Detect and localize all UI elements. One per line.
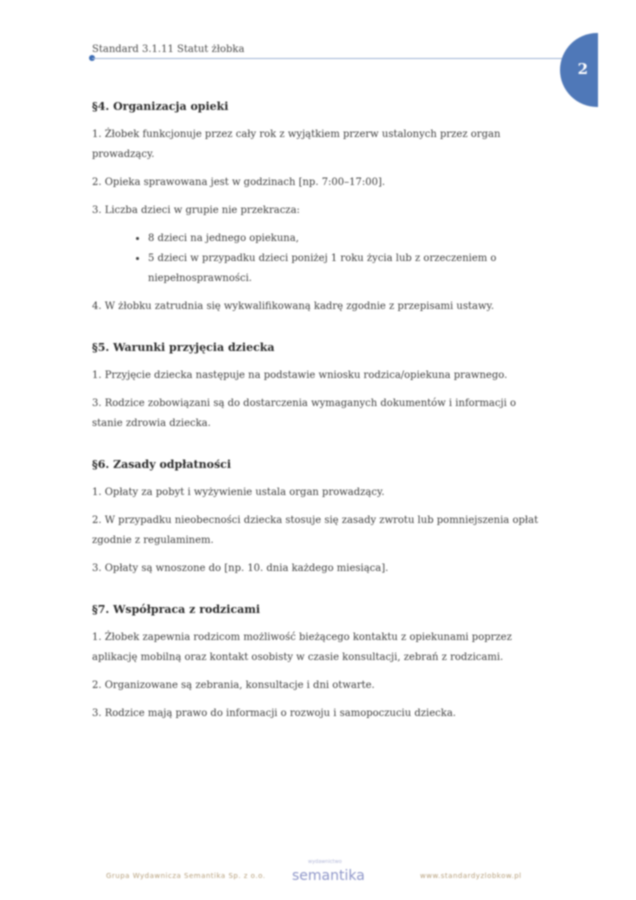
section-title: §5. Warunki przyjęcia dziecka	[92, 341, 275, 354]
page-number: 2	[577, 60, 588, 78]
running-header: Standard 3.1.11 Statut żłobka	[92, 44, 245, 55]
paragraph: 2. Organizowane są zebrania, konsultacje i dni otwarte.	[92, 680, 375, 691]
paragraph: 4. W żłobku zatrudnia się wykwalifikowaną kadrę zgodnie z przepisami ustawy.	[92, 301, 495, 312]
section-title: §6. Zasady odpłatności	[92, 458, 232, 471]
paragraph: 1. Żłobek funkcjonuje przez cały rok z wyjątkiem przerw ustalonych przez organ prowadzący.	[92, 129, 501, 160]
paragraph: 2. Opieka sprawowana jest w godzinach [np. 7:00–17:00].	[92, 177, 386, 188]
bullet-list	[92, 229, 544, 289]
section-title: §4. Organizacja opieki	[92, 100, 229, 113]
paragraph: 1. Opłaty za pobyt i wyżywienie ustala organ prowadzący.	[92, 487, 385, 498]
header-rule	[92, 58, 562, 59]
paragraph: 3. Liczba dzieci w grupie nie przekracza:	[92, 205, 300, 216]
page-footer	[0, 859, 636, 888]
bullet-item: • 5 dzieci w przypadku dzieci poniżej 1 roku życia lub z orzeczeniem o niepełnosprawności.	[148, 249, 544, 289]
footer-publisher: Grupa Wydawnicza Semantika Sp. z o.o.	[106, 872, 266, 880]
bullet-item: • 8 dzieci na jednego opiekuna,	[148, 229, 544, 249]
footer-website: www.standardyzlobkow.pl	[420, 872, 522, 880]
document-body	[92, 100, 544, 732]
paragraph: 1. Przyjęcie dziecka następuje na podstawie wniosku rodzica/opiekuna prawnego.	[92, 370, 508, 381]
semantika-logo: semantika	[292, 868, 365, 884]
footer-logo-caption: wydawnictwo	[308, 859, 342, 865]
paragraph: 3. Opłaty są wnoszone do [np. 10. dnia każdego miesiąca].	[92, 563, 389, 574]
section-title: §7. Współpraca z rodzicami	[92, 603, 261, 616]
paragraph: 1. Żłobek zapewnia rodzicom możliwość bieżącego kontaktu z opiekunami poprzez aplikację mobilną oraz kontakt osobisty w czasie konsultacji, zebrań z rodzicami.	[92, 632, 512, 663]
paragraph: 3. Rodzice zobowiązani są do dostarczenia wymaganych dokumentów i informacji o stanie zdrowia dziecka.	[92, 398, 516, 429]
paragraph: 2. W przypadku nieobecności dziecka stosuje się zasady zwrotu lub pomniejszenia opłat zgodnie z regulaminem.	[92, 515, 539, 546]
paragraph: 3. Rodzice mają prawo do informacji o rozwoju i samopoczuciu dziecka.	[92, 708, 456, 719]
